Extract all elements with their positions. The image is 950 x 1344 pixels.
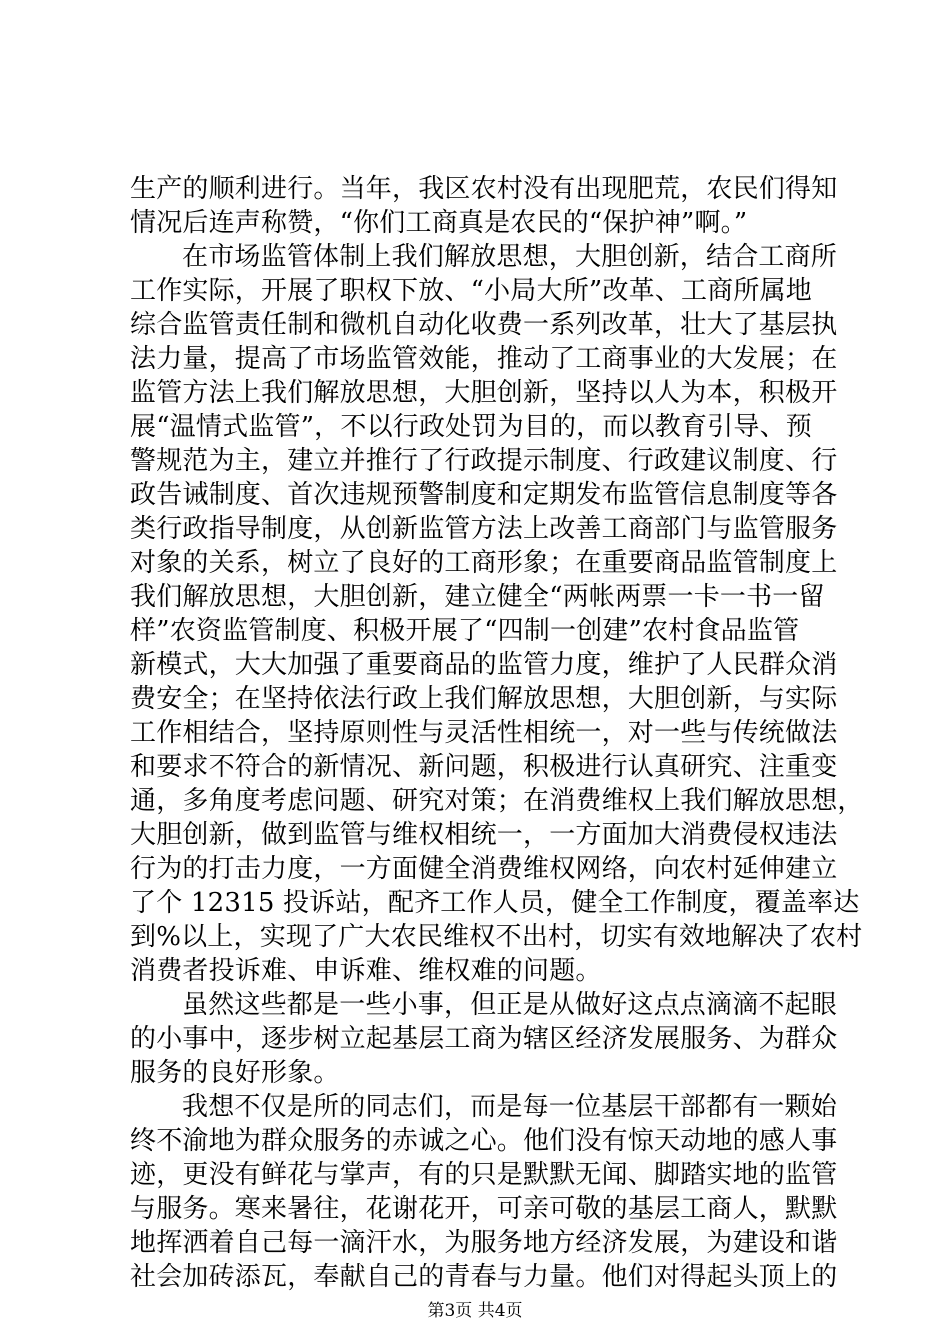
body-line: 消费者投诉难、申诉难、维权难的问题。 <box>130 956 602 986</box>
body-line: 工作相结合，坚持原则性与灵活性相统一，对一些与传统做法 <box>130 718 838 748</box>
body-line: 我们解放思想，大胆创新，建立健全“两帐两票一卡一书一留 <box>130 582 825 612</box>
body-line: 政告诫制度、首次违规预警制度和定期发布监管信息制度等各 <box>130 480 838 510</box>
body-line: 法力量，提高了市场监管效能，推动了工商事业的大发展；在 <box>130 344 838 374</box>
body-line: 地挥洒着自己每一滴汗水，为服务地方经济发展，为建设和谐 <box>130 1228 838 1258</box>
body-line: 生产的顺利进行。当年，我区农村没有出现肥荒，农民们得知 <box>130 174 838 204</box>
body-line: 通，多角度考虑问题、研究对策；在消费维权上我们解放思想， <box>130 786 864 816</box>
body-line: 到%以上，实现了广大农民维权不出村，切实有效地解决了农村 <box>130 922 863 952</box>
body-line: 费安全；在坚持依法行政上我们解放思想，大胆创新，与实际 <box>130 684 838 714</box>
body-line: 类行政指导制度，从创新监管方法上改善工商部门与监管服务 <box>130 514 838 544</box>
body-line: 社会加砖添瓦，奉献自己的青春与力量。他们对得起头顶上的 <box>130 1262 838 1292</box>
paragraph-first-line: 在市场监管体制上我们解放思想，大胆创新，结合工商所 <box>182 242 838 272</box>
body-line: 行为的打击力度，一方面健全消费维权网络，向农村延伸建立 <box>130 854 838 884</box>
page-footer: 第3页 共4页 <box>427 1301 523 1321</box>
body-line: 和要求不符合的新情况、新问题，积极进行认真研究、注重变 <box>130 752 838 782</box>
body-line: 警规范为主，建立并推行了行政提示制度、行政建议制度、行 <box>130 446 838 476</box>
body-line: 样”农资监管制度、积极开展了“四制一创建”农村食品监管 <box>130 616 800 646</box>
body-line: 迹，更没有鲜花与掌声，有的只是默默无闻、脚踏实地的监管 <box>130 1160 838 1190</box>
body-line: 情况后连声称赞，“你们工商真是农民的“保护神”啊。” <box>130 208 748 238</box>
body-line: 新模式，大大加强了重要商品的监管力度，维护了人民群众消 <box>130 650 838 680</box>
body-line: 了个 12315 投诉站，配齐工作人员，健全工作制度，覆盖率达 <box>130 888 860 918</box>
body-line: 对象的关系，树立了良好的工商形象；在重要商品监管制度上 <box>130 548 838 578</box>
body-line: 监管方法上我们解放思想，大胆创新，坚持以人为本，积极开 <box>130 378 838 408</box>
paragraph-first-line: 虽然这些都是一些小事，但正是从做好这点点滴滴不起眼 <box>182 990 838 1020</box>
body-line: 终不渝地为群众服务的赤诚之心。他们没有惊天动地的感人事 <box>130 1126 838 1156</box>
paragraph-first-line: 我想不仅是所的同志们，而是每一位基层干部都有一颗始 <box>182 1092 838 1122</box>
body-line: 综合监管责任制和微机自动化收费一系列改革，壮大了基层执 <box>130 310 838 340</box>
body-line: 工作实际，开展了职权下放、“小局大所”改革、工商所属地 <box>130 276 812 306</box>
body-line: 与服务。寒来暑往，花谢花开，可亲可敬的基层工商人，默默 <box>130 1194 838 1224</box>
body-line: 服务的良好形象。 <box>130 1058 340 1088</box>
body-line: 大胆创新，做到监管与维权相统一，一方面加大消费侵权违法 <box>130 820 838 850</box>
body-line: 展“温情式监管”，不以行政处罚为目的，而以教育引导、预 <box>130 412 812 442</box>
body-line: 的小事中，逐步树立起基层工商为辖区经济发展服务、为群众 <box>130 1024 838 1054</box>
